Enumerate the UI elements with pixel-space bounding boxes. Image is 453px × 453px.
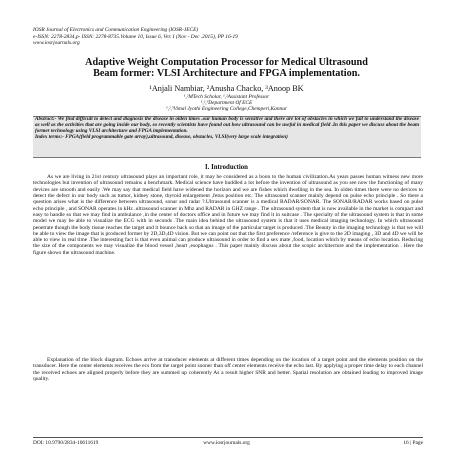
paper-title-line-2: Beam former: VLSI Architecture and FPGA implementation.	[93, 68, 360, 80]
journal-issn: e-ISSN: 2278-2834,p- ISSN: 2278-8735.Volume 10, Issue 6, Ver. I (Nov - Dec .2015), PP 16-19	[33, 33, 238, 40]
introduction-paragraph-1: As we are living in 21st century ultrasound plays an important role, it may be considered as a boon to the human civilization.As years passes human witness new more technologies but invention of ultrasound remains a benchmark. Medical science have huddled a lot before the invention of ultrasound as you see now the functioning of many devices are smooth and easily .We may say that medical field have widened the horizon and we are fishes which dwelling in the sea. In olden times there were no devices to detect the defect in our body such as tumor, kidney stone, thyroid enlargement ,fetus position etc. The ultrasound scanner mainly depend on pulse echo principle . So there a question arises what is the difference between ultrasound, sonar and radar ?.Ultrasound scanner is a medical RADAR/SONAR. The SONAR/RADAR works based on pulse echo principle , and SONAR operates in kHz .ultrasound scanner in Mhz and RADAR in GHZ range . The ultrasound system that is now available in the market is compact and easy to handle so that we may find in ambulance ,in the center of doctors office and in future we may find it in suitcase . The specialty of the ultrasound system is that in some model we may be able to visualize the ECG with in seconds .The main idea behind the ultrasound system is that it uses medical imaging technology. In which ultrasound penetrate though the body tissue reaches the target and it bounce back so that an image of the particular target is produced .The Beauty in the imaging technology is that we will be able to view the image that is produced former by 2D,3D,4D vision. But we can point out that the first preference /reference is give to the 2D imaging , 3D and 4D we will be able to view in real time .The interesting fact is that even animal can produce ultrasound in order to find a sex mate ,food, location which by means of echo location. Reducing the size of the components we may visualize the blood vessel ,heart ,esophagus . This paper mainly discuss about the scopic architecture and the implementation . Here the figure shows the ultrasound machine.	[33, 174, 423, 256]
abstract	[35, 117, 419, 141]
paper-title-line-1: Adaptive Weight Computation Processor for Medical Ultrasound	[85, 57, 368, 68]
affiliation-roles: ¹,²MTech Scholar, ¹,²Assistant Professor	[183, 94, 270, 100]
index-terms-body: FPGA(field programmable gate array),ultrasound, disease, obstacles, VLSI(very large scale integration)	[63, 133, 288, 140]
affiliation-college: ¹,²,³Vimal Jyothi Engineering College,Chemperi,Kannur	[165, 106, 288, 112]
affiliation-department: ¹,²,³Department Of ECE	[200, 100, 253, 106]
index-terms-label: Index terms:-	[35, 133, 64, 140]
journal-website: www.iosrjournals.org	[33, 40, 80, 47]
footer-website: www.iosrjournals.org	[203, 440, 250, 446]
journal-header	[33, 27, 423, 47]
author-list: ¹Anjali Nambiar, ²Anusha Chacko, ³Anoop BK	[149, 84, 304, 93]
section-heading-introduction: I. Introduction	[205, 164, 248, 171]
journal-name: IOSR Journal of Electronics and Communication Engineering (IOSR-JECE)	[33, 27, 199, 33]
introduction-paragraph-2: Explanation of the block diagram. Echoes arrive at transducer elements at different times depending on the location of a target point and the elements position on the transducer. Here the center elements receives the ecs from the target point sooner than off center elements receive the echo last. By applying a proper time delay to each channel the received echoes are aligned properly before they are summed up coherently As a result higher SNR and better. Spatial resolution are obtained leading to improved image quality.	[33, 357, 423, 382]
paper-title	[40, 57, 413, 80]
abstract-label: Abstract:-	[35, 116, 57, 122]
abstract-body: We find difficult to detect and diagnosis the disease in olden times .our human body is sensitive and there are lot of obstacles in which we fail to understand the disease as well as the activities that are going inside our body, so recently scientists have found out how ultrasound can be useful in medical field .In this paper we discuss about the beam former technology using VLSI architecture and FPGA implementation.	[35, 116, 419, 134]
footer-page-number: 16 | Page	[403, 440, 423, 446]
footer-divider	[33, 437, 423, 438]
footer-doi: DOI: 10.9790/2834-10611619	[33, 440, 99, 446]
